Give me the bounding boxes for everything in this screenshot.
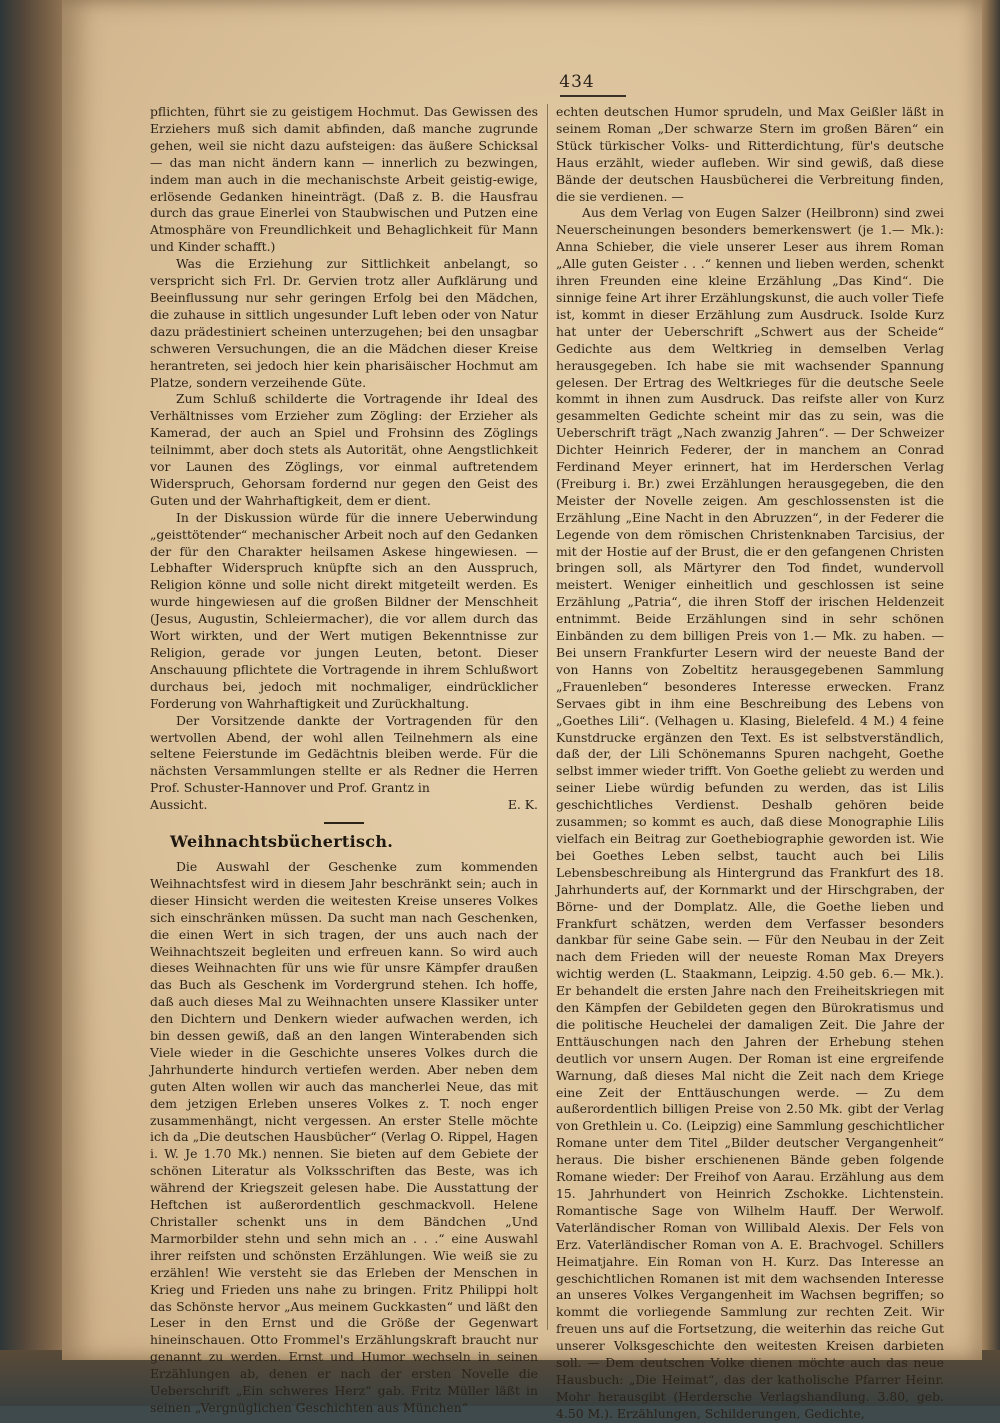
paragraph: Aus dem Verlag von Eugen Salzer (Heilbronn) sind zwei Neuerscheinungen besonders bemerkenswert (je 1.— Mk.): Anna Schieber, die viele unserer Leser aus ihrem Roman „Alle guten Geister . . .“ kennen und lieben werden, schenkt ihren Freunden eine kleine Erzählung „Das Kind“. Die sinnige feine Art ihrer Erzählungskunst, die auch voller Tiefe ist, kommt in dieser Erzählung zum Ausdruck. Isolde Kurz hat unter der Ueberschrift „Schwert aus der Scheide“ Gedichte aus dem Weltkrieg in demselben Verlag herausgegeben. Ich habe sie mit wachsender Spannung gelesen. Der Ertrag des Weltkrieges für die deutsche Seele kommt in ihnen zum Ausdruck. Das reifste aller von Kurz gesammelten Gedichte scheint mir das zu sein, was die Ueberschrift trägt „Nach zwanzig Jahren“. — Der Schweizer Dichter Heinrich Federer, der in manchem an Conrad Ferdinand Meyer erinnert, hat im Herderschen Verlag (Freiburg i. Br.) zwei Erzählungen herausgegeben, die den Meister der Novelle zeigen. Am geschlossensten ist die Erzählung „Eine Nacht in den Abruzzen“, in der Federer die Legende von dem römischen Christenknaben Tarcisius, der mit der Hostie auf der Brust, die er den gefangenen Christen bringen soll, als Märtyrer den Tod findet, wundervoll meistert. Weniger einheitlich und geschlossen ist seine Erzählung „Patria“, die ihren Stoff der irischen Heldenzeit entnimmt. Beide Erzählungen sind in sehr schönen Einbänden zu dem billigen Preis von 1.— Mk. zu haben. — Bei unsern Frankfurter Lesern wird der neueste Band der von Hanns von Zobeltitz herausgegebenen Sammlung „Frauenleben“ besonderes Interesse erwecken. Franz Servaes gibt in ihm eine Beschreibung des Lebens von „Goethes Lili“. (Velhagen u. Klasing, Bielefeld. 4 M.) 4 feine Kunstdrucke ergänzen den Text. Es ist selbstverständlich, daß der, der Lili Schönemanns Spuren nachgeht, Goethe selbst immer wieder trifft. Von Goethe geliebt zu werden und seiner Liebe würdig befunden zu werden, das ist Lilis geschichtliches Verdienst. Deshalb gehören beide zusammen; so kommt es auch, daß diese Monographie Lilis vielfach ein Beitrag zur Goethebiographie geworden ist. Wie bei Goethes Leben selbst, taucht auch bei Lilis Lebensbeschreibung als Hintergrund das Frankfurt des 18. Jahrhunderts auf, der Kornmarkt und der Hirschgraben, der Börne- und der Domplatz. Alle, die Goethe lieben und Frankfurt schätzen, werden dem Verfasser besonders dankbar für seine Gabe sein. — Für den Neubau in der Zeit nach dem Frieden will der neueste Roman Max Dreyers wichtig werden (L. Staakmann, Leipzig. 4.50 geb. 6.— Mk.). Er behandelt die ersten Jahre nach den Freiheitskriegen mit den Kämpfen der Gebildeten gegen den Bürokratismus und die politische Heuchelei der damaligen Zeit. Die Jahre der Enttäuschungen nach den Jahren der Erhebung stehen deutlich vor unsern Augen. Der Roman ist eine ergreifende Warnung, daß dieses Mal nicht die Zeit nach dem Kriege eine Zeit der Enttäuschungen werde. — Zu dem außerordentlich billigen Preise von 2.50 Mk. gibt der Verlag von Grethlein u. Co. (Leipzig) eine Sammlung geschichtlicher Romane unter dem Titel „Bilder deutscher Vergangenheit“ heraus. Die bisher erschienenen Bände geben folgende Romane wieder: Der Freihof von Aarau. Erzählung aus dem 15. Jahrhundert von Heinrich Zschokke. Lichtenstein. Romantische Sage von Wilhelm Hauff. Der Werwolf. Vaterländischer Roman von Willibald Alexis. Der Fels von Erz. Vaterländischer Roman von A. E. Brachvogel. Schillers Heimatjahre. Ein Roman von H. Kurz. Das Interesse an geschichtlichen Romanen ist mit dem wachsenden Interesse an unseres Volkes Vergangenheit im Wachsen begriffen; so kommt die vorliegende Sammlung zur rechten Zeit. Wir freuen uns auf die Fortsetzung, die weiterhin das reiche Gut unserer Volksgeschichte den weitesten Kreisen darbieten soll. — Dem deutschen Volke dienen möchte auch das neue Hausbuch: „Die Heimat“, das der katholische Pfarrer Heinr. Mohr herausgibt (Herdersche Verlagshandlung. 3.80, geb. 4.50 M.). Erzählungen, Schilderungen, Gedichte, — [556, 205, 944, 1421]
column-divider — [547, 104, 548, 1330]
signature-line — [150, 797, 538, 814]
page-edge — [980, 0, 1000, 1406]
paragraph: In der Diskussion würde für die innere Ueberwindung „geisttötender“ mechanischer Arbeit noch auf den Gedanken der für den Charakter heilsamen Askese hingewiesen. — Lebhafter Widerspruch knüpfte sich an den Ausspruch, Religion könne und solle nicht direkt mitgeteilt werden. Es wurde hingewiesen auf die großen Bildner der Menschheit (Jesus, Augustin, Schleiermacher), die vor allem durch das Wort wirkten, und der Wert mutigen Bekenntnisse zur Religion, gerade vor jungen Leuten, betont. Dieser Anschauung pflichtete die Vortragende in ihrem Schlußwort durchaus bei, jedoch mit nochmaliger, eindrücklicher Forderung von Wahrhaftigkeit und Zurückhaltung. — [150, 509, 538, 711]
section-divider — [324, 822, 364, 824]
paragraph-end: Aussicht. — [150, 797, 208, 813]
book-spine — [0, 0, 70, 1406]
page-number-rule — [560, 95, 626, 97]
paragraph: Was die Erziehung zur Sittlichkeit anbelangt, so verspricht sich Frl. Dr. Gervien trotz aller Aufklärung und Beeinflussung nur sehr geringen Erfolg bei den Mädchen, die zuhause in sittlich ungesunder Luft leben oder von Natur dazu prädestiniert scheinen unterzugehen; bei den unsagbar schweren Versuchungen, die an die Mädchen dieser Kreise herantreten, sei jedoch hier kein pharisäischer Hochmut am Platze, sondern verzeihende Güte. — [150, 256, 538, 390]
section-heading: Weihnachtsbüchertisch. — [170, 832, 394, 852]
paragraph: pflichten, führt sie zu geistigem Hochmut. Das Gewissen des Erziehers muß sich damit abfinden, daß manche zugrunde gehen, weil sie nicht dazu aufsteigen: das äußere Schicksal — das man nicht ändern kann — innerlich zu bezwingen, indem man auch in die mechanischste Arbeit geistig-ewige, erlösende Gedanken hineinträgt. (Daß z. B. die Hausfrau durch das graue Einerlei von Staubwischen und Putzen eine Atmosphäre von Freundlichkeit und Behaglichkeit für Mann und Kinder schafft.) — [150, 104, 538, 255]
left-column — [150, 104, 538, 1415]
page-number: 434 — [559, 72, 595, 92]
paragraph: echten deutschen Humor sprudeln, und Max Geißler läßt in seinem Roman „Der schwarze Stern im großen Bären“ ein Stück türkischer Volks- und Ritterdichtung, für's deutsche Haus erzählt, wieder aufleben. Wir sind gewiß, daß diese Bände der deutschen Hausbücherei die Verbreitung finden, die sie verdienen. — — [556, 104, 944, 204]
author-initials: E. K. — [507, 797, 538, 813]
paragraph: Der Vorsitzende dankte der Vortragenden für den wertvollen Abend, der wohl allen Teilnehmern als eine seltene Feierstunde im Gedächtnis bleiben werde. Für die nächsten Versammlungen stellte er als Redner die Herren Prof. Schuster-Hannover und Prof. Grantz in — [150, 712, 538, 796]
right-column — [556, 104, 944, 1421]
paragraph: Zum Schluß schilderte die Vortragende ihr Ideal des Verhältnisses vom Erzieher zum Zögling: der Erzieher als Kamerad, der auch an Spiel und Frohsinn des Zöglings teilnimmt, aber doch stets als Autorität, ohne Aengstlichkeit vor Launen des Zöglings, vor einmal auftretendem Widerspruch, Gehorsam fordernd nur gegen den Geist des Guten und der Wahrhaftigkeit, dem er dient. — [150, 391, 538, 508]
paragraph: Die Auswahl der Geschenke zum kommenden Weihnachtsfest wird in diesem Jahr beschränkt sein; auch in dieser Hinsicht werden die weitesten Kreise unseres Volkes sich einschränken müssen. Da sucht man nach Geschenken, die einen Wert in sich tragen, der uns auch nach der Weihnachtszeit begleiten und erfreuen kann. So wird auch dieses Weihnachten für uns wie für unsre Kämpfer draußen das Buch als Geschenk im Vordergrund stehen. Ich hoffe, daß auch dieses Mal zu Weihnachten unsere Klassiker unter den Dichtern und Denkern wieder aufwachen werden, ich bin dessen gewiß, daß an den langen Winterabenden sich Viele wieder in die Geschichte unseres Volkes durch die Jahrhunderte hindurch vertiefen werden. Aber neben dem guten Alten wollen wir auch das mancherlei Neue, das mit dem jetzigen Erleben unseres Volkes z. T. noch enger zusammenhängt, nicht vergessen. An erster Stelle möchte ich da „Die deutschen Hausbücher“ (Verlag O. Rippel, Hagen i. W. Je 1.70 Mk.) nennen. Sie bieten auf dem Gebiete der schönen Literatur als Volksschriften das Beste, was ich während der Kriegszeit gelesen habe. Die Ausstattung der Heftchen ist außerordentlich geschmackvoll. Helene Christaller schenkt uns in dem Bändchen „Und Marmorbilder stehn und sehn mich an . . .“ eine Auswahl ihrer reifsten und schönsten Erzählungen. Wie weiß sie zu erzählen! Wie versteht sie das Erleben der Menschen in Krieg und Frieden uns nahe zu bringen. Fritz Philippi holt das Schönste hervor „Aus meinem Guckkasten“ und läßt den Leser in den Ernst und die Größe der Gegenwart hineinschauen. Otto Frommel's Erzählungskraft braucht nur genannt zu werden. Ernst und Humor wechseln in seinen Erzählungen ab, denen er nach der ersten Novelle die Ueberschrift „Ein schweres Herz“ gab. Fritz Müller läßt in seinen „Vergnüglichen Geschichten aus München“ — [150, 858, 538, 1415]
